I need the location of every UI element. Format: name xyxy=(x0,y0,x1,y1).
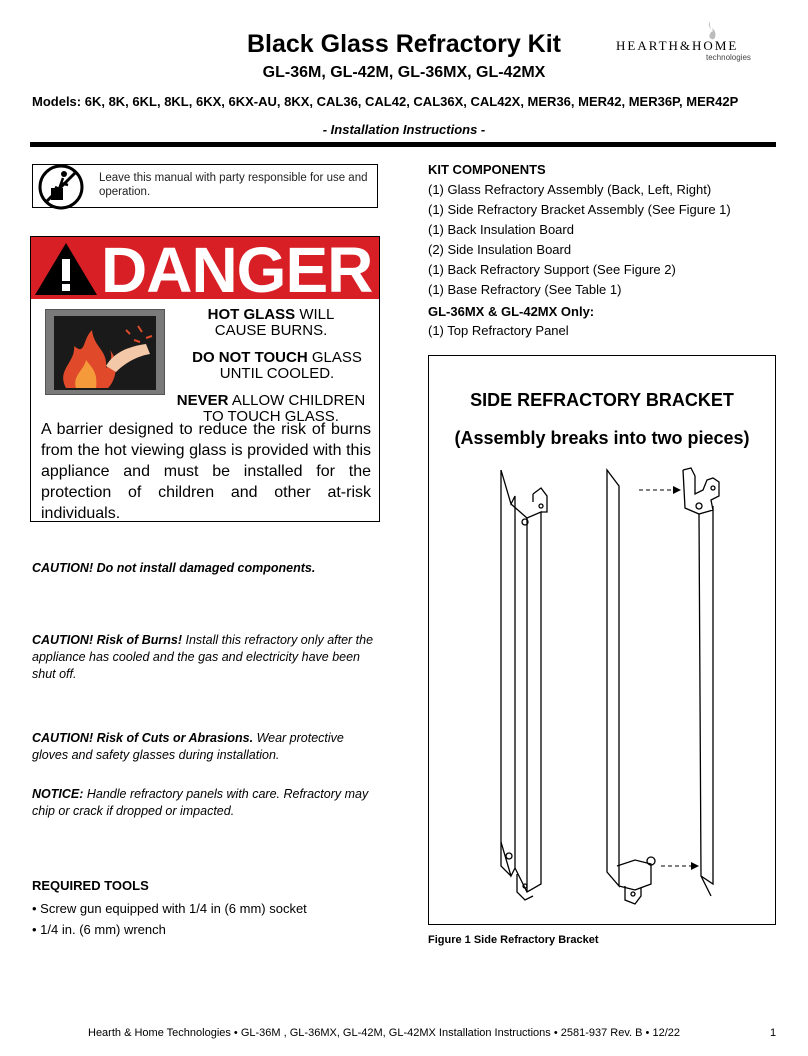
warning-triangle-icon xyxy=(33,241,99,297)
list-item: (1) Back Refractory Support (See Figure 2) xyxy=(428,262,676,277)
no-discard-icon xyxy=(37,163,85,211)
danger-warning xyxy=(30,236,380,522)
danger-line-1: HOT GLASS WILL xyxy=(207,306,335,323)
dashed-arrows xyxy=(639,490,691,866)
caution-cuts: CAUTION! Risk of Cuts or Abrasions. Wear protective gloves and safety glasses during installation. xyxy=(32,731,344,762)
logo-subtext: technologies xyxy=(706,53,751,62)
required-tools-heading: REQUIRED TOOLS xyxy=(32,878,149,893)
hot-glass-burn-icon xyxy=(45,309,165,395)
danger-line-3b: TO TOUCH GLASS. xyxy=(203,408,339,425)
danger-line-1b: CAUSE BURNS. xyxy=(214,322,328,339)
list-item: • Screw gun equipped with 1/4 in (6 mm) socket xyxy=(32,898,307,919)
installation-label: - Installation Instructions - xyxy=(322,122,486,137)
list-item: (1) Back Insulation Board xyxy=(428,222,574,237)
barrier-paragraph: A barrier designed to reduce the risk of burns from the hot viewing glass is provided with this appliance and must be installed for the protection of children and other at-risk individuals. xyxy=(41,421,371,522)
figure-title: SIDE REFRACTORY BRACKET xyxy=(470,390,734,410)
kit-components-list xyxy=(428,180,731,300)
figure-caption: Figure 1 Side Refractory Bracket xyxy=(428,934,599,946)
list-item: (2) Side Insulation Board xyxy=(428,242,572,257)
manual-notice-box xyxy=(32,164,378,208)
left-bracket-assembled xyxy=(501,470,547,900)
figure-subtitle: (Assembly breaks into two pieces) xyxy=(454,428,750,448)
caution-damaged: CAUTION! Do not install damaged components. xyxy=(32,561,316,575)
footer-text: Hearth & Home Technologies • GL-36M , GL-36MX, GL-42M, GL-42MX Installation Instructions • 2581-937 Rev. B • 12/22 xyxy=(88,1027,680,1039)
list-item: (1) Side Refractory Bracket Assembly (See Figure 1) xyxy=(428,202,731,217)
caution-burns: CAUTION! Risk of Burns! Install this refractory only after the appliance has cooled and the gas and electricity have been shut off. xyxy=(32,633,374,681)
danger-line-2b: UNTIL COOLED. xyxy=(219,365,335,382)
page-title: Black Glass Refractory Kit xyxy=(246,30,562,58)
arrow-head-bottom xyxy=(691,862,699,870)
list-item: (1) Glass Refractory Assembly (Back, Left, Right) xyxy=(428,182,712,197)
danger-header xyxy=(31,234,379,306)
required-tools-list xyxy=(32,898,307,940)
mx-only-heading: GL-36MX & GL-42MX Only: xyxy=(428,304,595,319)
manual-notice-text: Leave this manual with party responsible for use and operation. xyxy=(99,172,368,198)
list-item: (1) Top Refractory Panel xyxy=(428,323,569,338)
danger-word: DANGER xyxy=(101,234,373,306)
arrow-head-top xyxy=(673,486,681,494)
bracket-drawing xyxy=(429,456,775,916)
right-bracket-parts xyxy=(607,468,719,904)
notice-handle: NOTICE: Handle refractory panels with care. Refractory may chip or crack if dropped or impacted. xyxy=(32,787,369,818)
page-number: 1 xyxy=(770,1027,777,1039)
list-item: • 1/4 in. (6 mm) wrench xyxy=(32,919,307,940)
figure-box xyxy=(428,355,776,925)
product-codes: GL-36M, GL-42M, GL-36MX, GL-42MX xyxy=(262,64,546,81)
list-item: (1) Base Refractory (See Table 1) xyxy=(428,282,622,297)
header-rule xyxy=(30,142,776,147)
danger-line-3: NEVER ALLOW CHILDREN xyxy=(176,392,366,409)
kit-components-heading: KIT COMPONENTS xyxy=(428,162,546,177)
hearth-home-logo xyxy=(614,20,778,66)
logo-text: HEARTH&HOME xyxy=(616,38,739,53)
models-line: Models: 6K, 8K, 6KL, 8KL, 6KX, 6KX-AU, 8KX, CAL36, CAL42, CAL36X, CAL42X, MER36, MER42, MER36P, MER42P xyxy=(32,94,739,109)
danger-line-2: DO NOT TOUCH GLASS xyxy=(192,349,362,366)
